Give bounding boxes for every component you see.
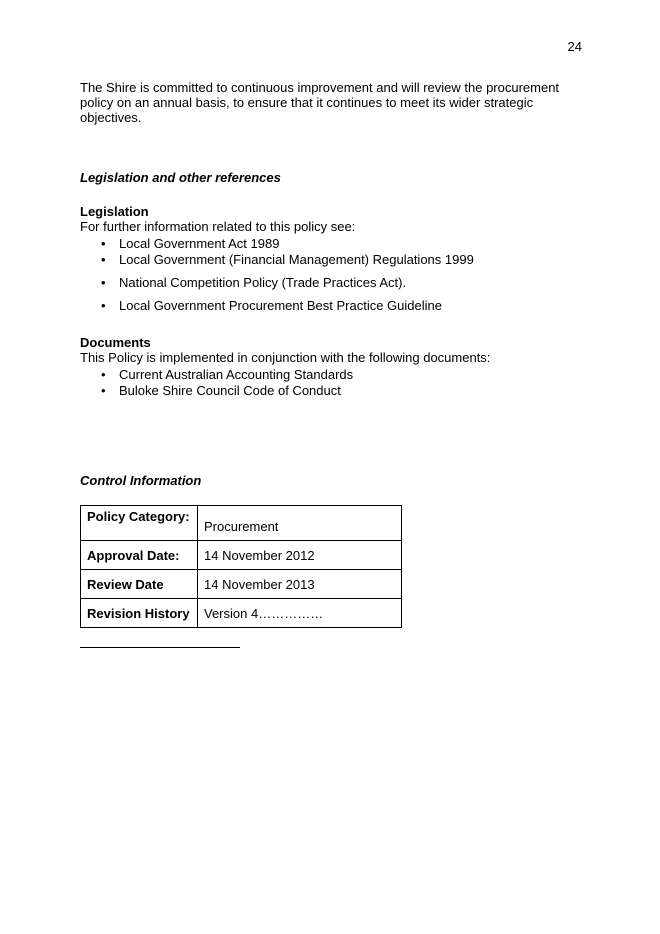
legislation-subheading: Legislation [80, 204, 149, 219]
policy-category-label: Policy Category: [81, 506, 198, 541]
legislation-lead-text: For further information related to this policy see: [80, 219, 356, 234]
legislation-list-item [101, 252, 474, 267]
legislation-section-heading: Legislation and other references [80, 170, 281, 185]
documents-subheading: Documents [80, 335, 151, 350]
legislation-item-text: Local Government Act 1989 [119, 236, 280, 251]
table-row [81, 570, 402, 599]
documents-lead-text: This Policy is implemented in conjunction with the following documents: [80, 350, 491, 365]
policy-category-value: Procurement [198, 506, 402, 541]
table-row [81, 599, 402, 628]
bullet-icon: • [101, 236, 106, 251]
revision-history-label: Revision History [81, 599, 198, 628]
footnote-separator-line [80, 647, 240, 648]
documents-list-item [101, 383, 341, 398]
legislation-list-item [101, 236, 279, 251]
bullet-icon: • [101, 275, 106, 290]
bullet-icon: • [101, 383, 106, 398]
control-information-heading: Control Information [80, 473, 202, 488]
table-row [81, 541, 402, 570]
legislation-item-text: Local Government Procurement Best Practice Guideline [119, 298, 442, 313]
documents-list-item [101, 367, 353, 382]
control-information-table [80, 505, 402, 628]
approval-date-label: Approval Date: [81, 541, 198, 570]
page-number: 24 [567, 39, 582, 54]
review-date-value: 14 November 2013 [198, 570, 402, 599]
bullet-icon: • [101, 298, 106, 313]
documents-item-text: Current Australian Accounting Standards [119, 367, 354, 382]
approval-date-value: 14 November 2012 [198, 541, 402, 570]
documents-item-text: Buloke Shire Council Code of Conduct [119, 383, 341, 398]
bullet-icon: • [101, 252, 106, 267]
table-row [81, 506, 402, 541]
legislation-item-text: Local Government (Financial Management) Regulations 1999 [119, 252, 474, 267]
legislation-item-text: National Competition Policy (Trade Practices Act). [119, 275, 407, 290]
intro-paragraph: The Shire is committed to continuous improvement and will review the procurement policy on an annual basis, to ensure that it continues to meet its wider strategic objectives. [80, 80, 560, 125]
legislation-list-item [101, 275, 406, 290]
legislation-list-item [101, 298, 442, 313]
bullet-icon: • [101, 367, 106, 382]
review-date-label: Review Date [81, 570, 198, 599]
revision-history-value: Version 4…………… [198, 599, 402, 628]
